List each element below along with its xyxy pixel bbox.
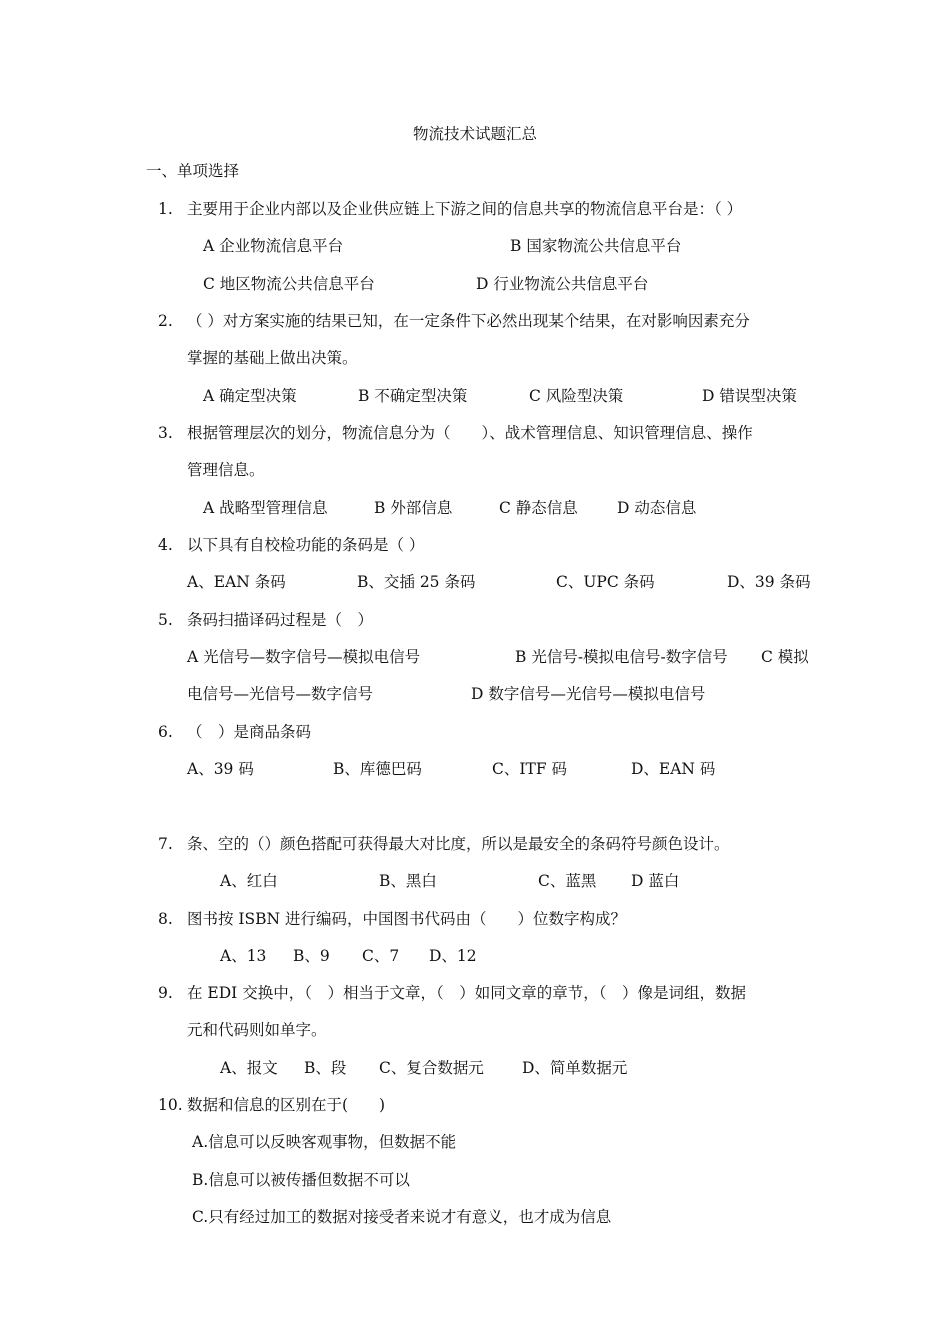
option-c: C 风险型决策 [529,387,624,405]
question-text: （ ）对方案实施的结果已知，在一定条件下必然出现某个结果，在对影响因素充分 [187,312,750,330]
question-text-continued: 掌握的基础上做出决策。 [187,349,358,367]
option-d: D、12 [429,947,477,965]
question-number: 7. [158,835,173,853]
question-text: 以下具有自校检功能的条码是（ ） [187,536,425,554]
question-text: 根据管理层次的划分，物流信息分为（ ）、战术管理信息、知识管理信息、操作 [187,424,753,442]
option-a: A 确定型决策 [203,387,297,405]
question-number: 2. [158,312,173,330]
option-b: B.信息可以被传播但数据不可以 [192,1171,410,1189]
question-text-continued: 元和代码则如单字。 [187,1021,327,1039]
option-a: A、13 [220,947,267,965]
option-d: D 错误型决策 [702,387,797,405]
question-number: 3. [158,424,173,442]
option-a: A、报文 [220,1059,278,1077]
option-a: A、红白 [220,872,278,890]
option-b: B、黑白 [379,872,437,890]
option-d: D、39 条码 [727,573,811,591]
option-b: B、交插 25 条码 [357,573,476,591]
option-d: D 动态信息 [617,499,697,517]
question-number: 8. [158,910,173,928]
question-text: 数据和信息的区别在于( ) [187,1096,386,1114]
option-b: B 外部信息 [374,499,453,517]
option-d: D、简单数据元 [522,1059,628,1077]
option-a: A.信息可以反映客观事物，但数据不能 [192,1133,457,1151]
option-a: A 战略型管理信息 [203,499,328,517]
question-text-continued: 管理信息。 [187,461,265,479]
question-number: 10. [158,1096,183,1114]
option-c: C、ITF 码 [492,760,568,778]
question-text: 图书按 ISBN 进行编码，中国图书代码由（ ）位数字构成？ [187,910,627,928]
question-number: 5. [158,611,173,629]
option-d: D、EAN 码 [631,760,716,778]
option-c: C、蓝黑 [538,872,597,890]
option-a: A、EAN 条码 [187,573,286,591]
option-a: A 企业物流信息平台 [203,237,344,255]
option-b: B、段 [304,1059,347,1077]
option-d: D 蓝白 [631,872,680,890]
option-b: B 不确定型决策 [358,387,468,405]
question-text: 在 EDI 交换中，（ ）相当于文章，（ ）如同文章的章节，（ ）像是词组，数据 [187,984,746,1002]
document-title: 物流技术试题汇总 [412,125,537,143]
option-c: C 地区物流公共信息平台 [203,275,375,293]
option-b: B、库德巴码 [333,760,422,778]
option-c-continued: 电信号—光信号—数字信号 [187,685,374,703]
option-d: D 行业物流公共信息平台 [476,275,649,293]
option-b: B 光信号-模拟电信号-数字信号 [515,648,728,666]
question-text: 条、空的（）颜色搭配可获得最大对比度，所以是最安全的条码符号颜色设计。 [187,835,730,853]
question-text: 主要用于企业内部以及企业供应链上下游之间的信息共享的物流信息平台是：（ ） [187,200,743,218]
option-c: C、复合数据元 [379,1059,484,1077]
option-c: C、7 [362,947,400,965]
option-d: D 数字信号—光信号—模拟电信号 [471,685,706,703]
section-heading: 一、单项选择 [146,162,240,180]
option-a: A、39 码 [187,760,254,778]
question-number: 9. [158,984,173,1002]
option-b: B、9 [293,947,330,965]
option-c: C 静态信息 [499,499,578,517]
question-number: 6. [158,723,173,741]
option-a: A 光信号—数字信号—模拟电信号 [187,648,421,666]
option-c: C.只有经过加工的数据对接受者来说才有意义，也才成为信息 [192,1208,612,1226]
question-number: 1. [158,200,173,218]
question-number: 4. [158,536,173,554]
question-text: （ ）是商品条码 [187,723,312,741]
option-b: B 国家物流公共信息平台 [510,237,682,255]
option-c: C、UPC 条码 [556,573,655,591]
question-text: 条码扫描译码过程是（ ） [187,611,374,629]
option-c: C 模拟 [761,648,809,666]
